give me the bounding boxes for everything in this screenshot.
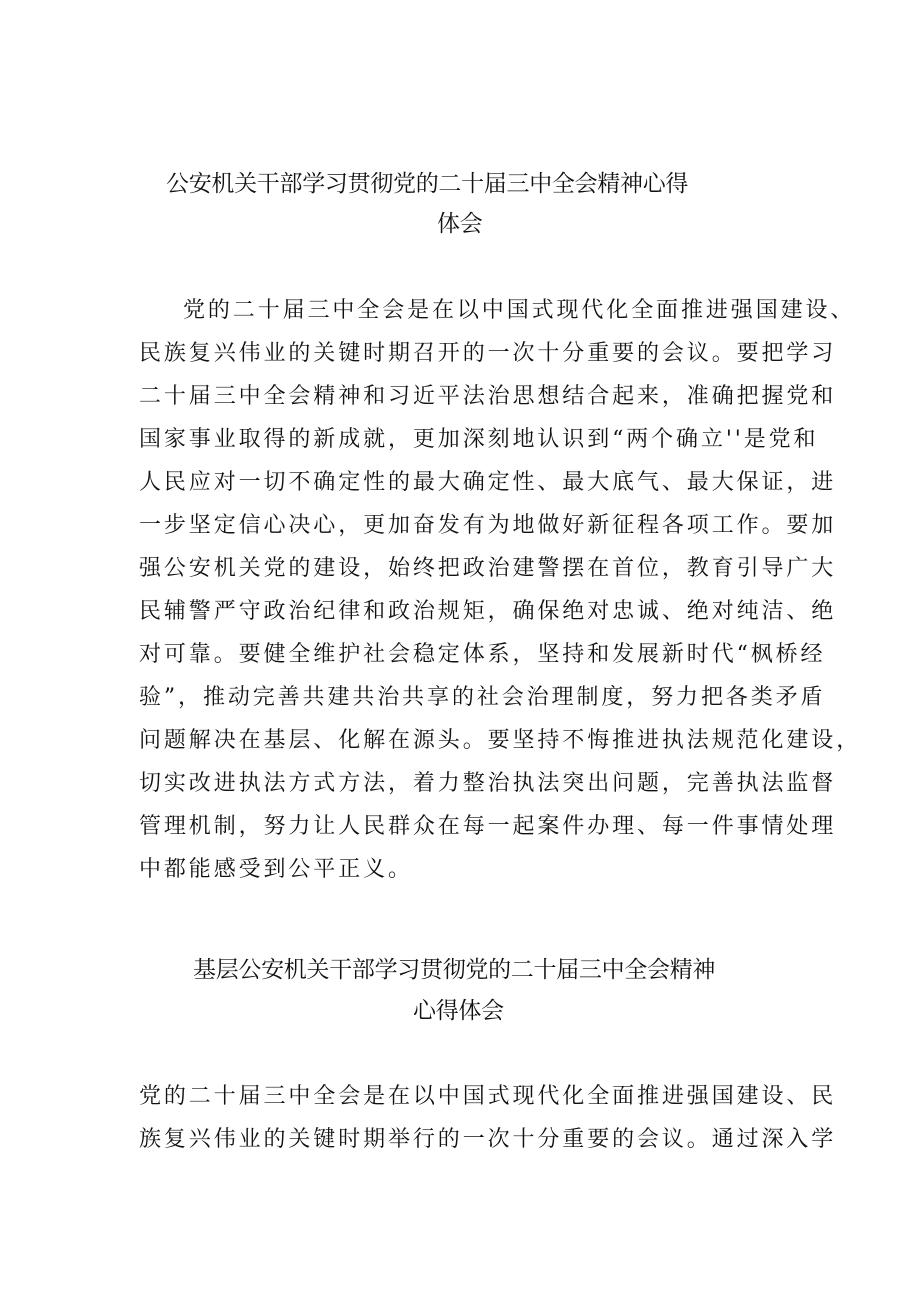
article1-line: 强公安机关党的建设，始终把政治建警摆在首位，教育引导广大: [139, 556, 837, 581]
article2-line: 党的二十届三中全会是在以中国式现代化全面推进强国建设、民: [139, 1084, 837, 1109]
article1-title-line2: 体会: [437, 211, 483, 237]
article1-line: 国家事业取得的新成就，更加深刻地认识到“两个确立''是党和: [139, 427, 819, 452]
article1-line: 管理机制，努力让人民群众在每一起案件办理、每一件事情处理: [139, 814, 837, 839]
article2-title-line1: 基层公安机关干部学习贯彻党的二十届三中全会精神: [193, 957, 716, 983]
article1-line: 人民应对一切不确定性的最大确定性、最大底气、最大保证，进: [139, 470, 837, 495]
article1-line: 问题解决在基层、化解在源头。要坚持不悔推进执法规范化建设，: [139, 728, 862, 753]
article1-line: 验”，推动完善共建共治共享的社会治理制度，努力把各类矛盾: [139, 685, 826, 710]
article1-line: 一步坚定信心决心，更加奋发有为地做好新征程各项工作。要加: [139, 513, 837, 538]
article1-line: 对可靠。要健全维护社会稳定体系，坚持和发展新时代“枫桥经: [139, 642, 826, 667]
article1-line: 二十届三中全会精神和习近平法治思想结合起来，准确把握党和: [139, 384, 837, 409]
article1-line: 民族复兴伟业的关键时期召开的一次十分重要的会议。要把学习: [139, 341, 837, 366]
article1-line: 中都能感受到公平正义。: [139, 857, 413, 882]
article2-title-line2: 心得体会: [413, 998, 504, 1024]
article1-line: 切实改进执法方式方法，着力整治执法突出问题，完善执法监督: [139, 771, 837, 796]
article2-line: 族复兴伟业的关键时期举行的一次十分重要的会议。通过深入学: [139, 1127, 837, 1152]
article1-line: 党的二十届三中全会是在以中国式现代化全面推进强国建设、: [183, 298, 856, 323]
article1-line: 民辅警严守政治纪律和政治规矩，确保绝对忠诚、绝对纯洁、绝: [139, 599, 837, 624]
article1-title-line1: 公安机关干部学习贯彻党的二十届三中全会精神心得: [166, 171, 689, 197]
